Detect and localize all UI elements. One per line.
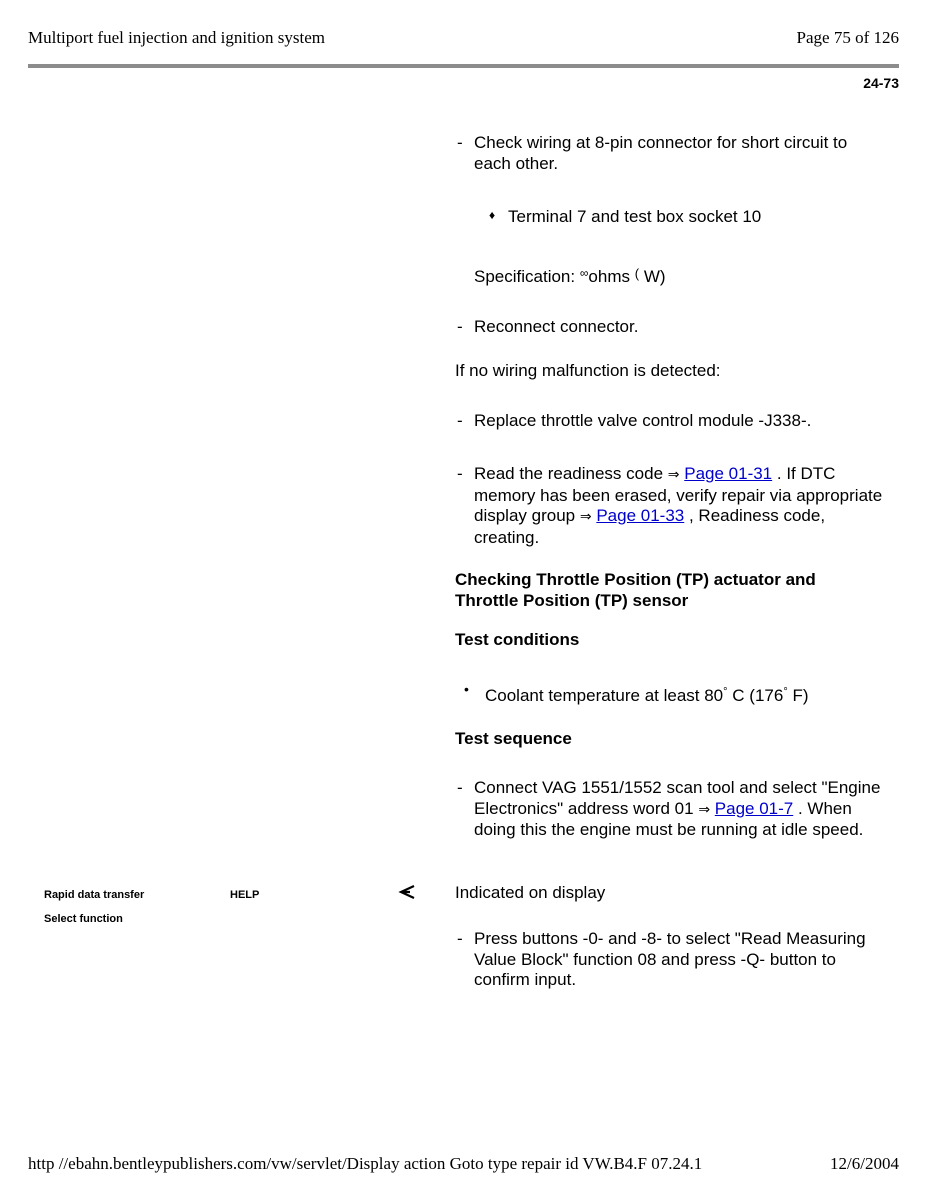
page-01-33-link[interactable]: Page 01-33	[596, 506, 685, 525]
page-indicator: Page 75 of 126	[796, 28, 899, 47]
step-text: Reconnect connector.	[474, 317, 639, 336]
step-text: Connect VAG 1551/1552 scan tool and select "Engine Electronics" address word 01 ⇒ Page 01-7 . When doing this the engine must be running at idle speed.	[474, 778, 881, 839]
arrow-right-icon: ⇒	[698, 801, 711, 818]
dash-marker: -	[457, 929, 463, 948]
step-text: Check wiring at 8-pin connector for short circuit to each other.	[474, 133, 848, 173]
step-check-wiring	[457, 133, 887, 174]
coolant-condition: Coolant temperature at least 80° C (176° F)	[485, 686, 809, 705]
paren-symbol: (	[634, 266, 640, 281]
no-malfunction-note: If no wiring malfunction is detected:	[455, 361, 721, 380]
spec-unit-end: W)	[643, 267, 666, 286]
header-divider	[28, 64, 899, 68]
test-sequence-heading: Test sequence	[455, 729, 572, 748]
display-line-1-left: Rapid data transfer	[44, 889, 145, 901]
section-heading: Checking Throttle Position (TP) actuator and Throttle Position (TP) sensor	[455, 570, 816, 610]
section-code: 24-73	[863, 75, 899, 91]
print-date: 12/6/2004	[830, 1154, 899, 1173]
step-text: Read the readiness code ⇒ Page 01-31 . If DTC memory has been erased, verify repair via appropriate display group ⇒ Page 01-33 , Readiness code, creating.	[474, 464, 883, 547]
dash-marker: -	[457, 133, 463, 152]
step-readiness-code	[457, 464, 887, 548]
page-01-31-link[interactable]: Page 01-31	[684, 464, 773, 483]
step-text: Replace throttle valve control module -J338-.	[474, 411, 812, 430]
dash-marker: -	[457, 317, 463, 336]
step-text: Press buttons -0- and -8- to select "Read Measuring Value Block" function 08 and press -Q- button to confirm input.	[474, 929, 866, 989]
spec-label: Specification:	[474, 267, 576, 286]
arrow-right-icon: ⇒	[579, 509, 592, 525]
indicated-on-display: Indicated on display	[455, 883, 606, 902]
step-press-buttons	[457, 929, 887, 991]
step-connect-scan-tool	[457, 778, 887, 841]
spec-unit: ohms	[588, 267, 630, 286]
arrow-right-icon: ⇒	[667, 467, 680, 483]
degree-symbol: °	[783, 686, 788, 698]
dash-marker: -	[457, 464, 463, 483]
display-line-1-right: HELP	[230, 889, 260, 901]
degree-symbol: °	[723, 686, 728, 698]
dash-marker: -	[457, 411, 463, 430]
page-01-7-link[interactable]: Page 01-7	[714, 798, 794, 818]
display-line-2: Select function	[44, 913, 123, 925]
step-replace-module	[457, 411, 887, 432]
dash-marker: -	[457, 778, 463, 797]
pointer-arrow-icon	[398, 883, 416, 906]
terminal-item: Terminal 7 and test box socket 10	[508, 207, 762, 226]
diamond-bullet-icon: ♦	[489, 208, 496, 222]
infinity-symbol: ∞	[579, 266, 589, 280]
source-url: http //ebahn.bentleypublishers.com/vw/servlet/Display action Goto type repair id VW.B4.F 07.24.1	[28, 1154, 703, 1173]
step-reconnect	[457, 317, 887, 338]
test-conditions-heading: Test conditions	[455, 630, 580, 649]
specification	[474, 263, 666, 288]
document-title: Multiport fuel injection and ignition system	[28, 28, 325, 47]
dot-bullet-icon: •	[464, 681, 469, 697]
